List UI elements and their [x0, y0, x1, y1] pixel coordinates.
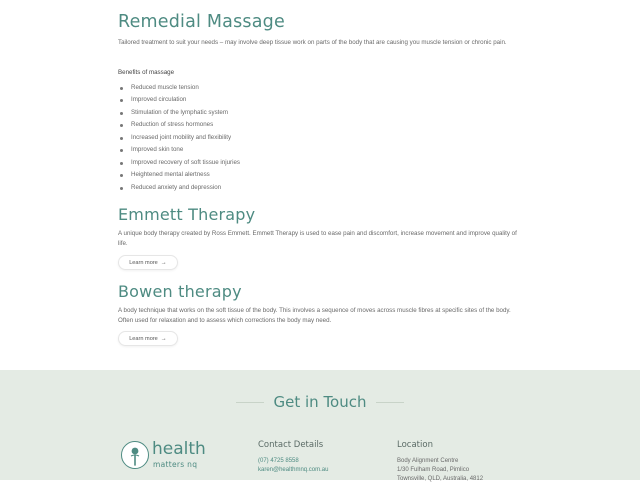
emmett-therapy-title: Emmett Therapy — [118, 205, 256, 224]
health-matters-logo[interactable] — [121, 441, 211, 473]
location-line: 1/30 Fulham Road, Pimlico — [397, 467, 470, 473]
list-item: Heightened mental alertness — [118, 169, 240, 181]
list-item: Increased joint mobility and flexibility — [118, 132, 240, 144]
list-item: Stimulation of the lymphatic system — [118, 107, 240, 119]
logo-mark-icon — [121, 441, 149, 469]
location-heading: Location — [397, 440, 433, 450]
footer — [0, 370, 640, 480]
benefits-heading: Benefits of massage — [118, 69, 175, 76]
button-label: Learn more — [129, 335, 158, 342]
email-link[interactable]: karen@healthmnq.com.au — [258, 467, 329, 473]
logo-word-matters: matters nq — [153, 460, 198, 469]
phone-link[interactable]: (07) 4725 8558 — [258, 458, 299, 464]
list-item: Reduction of stress hormones — [118, 119, 240, 131]
list-item: Improved recovery of soft tissue injuries — [118, 157, 240, 169]
get-in-touch-heading — [0, 393, 640, 412]
remedial-massage-description: Tailored treatment to suit your needs – may involve deep tissue work on parts of the body that are causing you muscle tension or chronic pain. — [118, 39, 507, 46]
divider — [376, 402, 404, 403]
list-item: Reduced anxiety and depression — [118, 182, 240, 194]
bowen-learn-more-button[interactable] — [118, 331, 178, 346]
list-item: Improved circulation — [118, 94, 240, 106]
get-in-touch-title: Get in Touch — [273, 393, 367, 411]
emmett-learn-more-button[interactable] — [118, 255, 178, 270]
figure-icon — [122, 442, 148, 468]
list-item: Reduced muscle tension — [118, 82, 240, 94]
divider — [236, 402, 264, 403]
list-item: Improved skin tone — [118, 144, 240, 156]
bowen-therapy-title: Bowen therapy — [118, 282, 242, 301]
benefits-list — [118, 82, 240, 194]
logo-word-health: health — [152, 439, 206, 459]
location-line: Townsville, QLD, Australia, 4812 — [397, 476, 484, 482]
arrow-right-icon: → — [160, 259, 167, 266]
emmett-therapy-description: A unique body therapy created by Ross Emmett. Emmett Therapy is used to ease pain and discomfort, increase movement and improve quality of life. — [118, 230, 517, 247]
contact-details-heading: Contact Details — [258, 440, 324, 450]
remedial-massage-title: Remedial Massage — [118, 12, 285, 32]
arrow-right-icon: → — [160, 335, 167, 342]
button-label: Learn more — [129, 259, 158, 266]
bowen-therapy-description: A body technique that works on the soft tissue of the body. This involves a sequence of moves across muscle fibres at specific sites of the body. Often used for relaxation and to assess which corrections the body may need. — [118, 307, 511, 324]
location-line: Body Alignment Centre — [397, 458, 459, 464]
